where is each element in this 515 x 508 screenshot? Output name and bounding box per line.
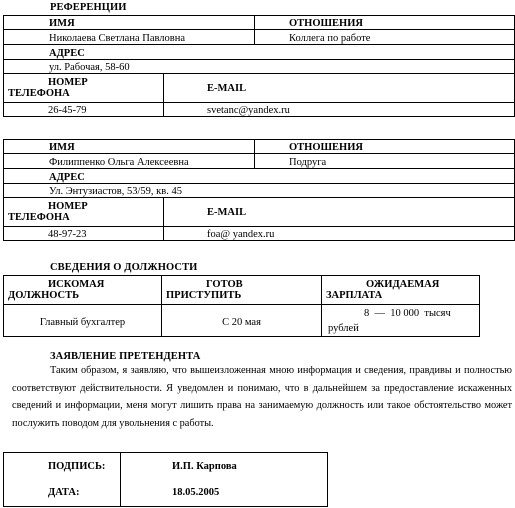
ref2-phone-label: НОМЕР ТЕЛЕФОНА — [4, 198, 164, 227]
ref2-phone-value: 48-97-23 — [4, 227, 164, 241]
ref2-name-value: Филиппенко Ольга Алексеевна — [4, 154, 255, 169]
position-table — [3, 275, 480, 337]
ready-to-start-header: ГОТОВ ПРИСТУПИТЬ — [162, 276, 322, 305]
ref1-address-value: ул. Рабочая, 58-60 — [4, 60, 515, 74]
date-value: 18.05.2005 — [121, 480, 328, 507]
ref2-address-value: Ул. Энтузиастов, 53/59, кв. 45 — [4, 184, 515, 198]
ref1-phone-label: НОМЕР ТЕЛЕФОНА — [4, 74, 164, 103]
signature-label: ПОДПИСЬ: — [4, 453, 121, 480]
ref1-relation-label: ОТНОШЕНИЯ — [255, 16, 515, 30]
ref1-relation-value: Коллега по работе — [255, 30, 515, 45]
ref2-email-label: E-MAIL — [164, 198, 515, 227]
ref2-email-value: foa@ yandex.ru — [164, 227, 515, 241]
ref1-name-label: ИМЯ — [4, 16, 255, 30]
ref2-relation-label: ОТНОШЕНИЯ — [255, 140, 515, 154]
references-title: РЕФЕРЕНЦИИ — [50, 2, 127, 13]
ref2-address-label: АДРЕС — [4, 169, 515, 184]
ref1-name-value: Николаева Светлана Павловна — [4, 30, 255, 45]
ref1-phone-value: 26-45-79 — [4, 103, 164, 117]
ref1-address-label: АДРЕС — [4, 45, 515, 60]
signature-table — [3, 452, 328, 507]
statement-text: Таким образом, я заявляю, что вышеизложенная мною информация и сведения, правдивы и полностью соответствуют действительности. Я уведомлен и понимаю, что в дальнейшем за предоставление искаженных сведений и информации, меня могут лишить права на занимаемую должность или такое обстоятельство может послужить поводом для увольнения с работы. — [12, 365, 512, 429]
ref2-relation-value: Подруга — [255, 154, 515, 169]
ref2-name-label: ИМЯ — [4, 140, 255, 154]
expected-salary-header: ОЖИДАЕМАЯ ЗАРПЛАТА — [322, 276, 480, 305]
ready-to-start-value: С 20 мая — [162, 305, 322, 337]
statement-title: ЗАЯВЛЕНИЕ ПРЕТЕНДЕНТА — [50, 351, 201, 362]
expected-salary-value: 8 — 10 000 тысяч рублей — [322, 305, 480, 337]
ref1-email-label: E-MAIL — [164, 74, 515, 103]
reference-table-2 — [3, 139, 515, 241]
desired-position-value: Главный бухгалтер — [4, 305, 162, 337]
signature-value: И.П. Карпова — [121, 453, 328, 480]
reference-table-1 — [3, 15, 515, 117]
ref1-email-value: svetanc@yandex.ru — [164, 103, 515, 117]
date-label: ДАТА: — [4, 480, 121, 507]
position-title: СВЕДЕНИЯ О ДОЛЖНОСТИ — [50, 262, 198, 273]
desired-position-header: ИСКОМАЯ ДОЛЖНОСТЬ — [4, 276, 162, 305]
